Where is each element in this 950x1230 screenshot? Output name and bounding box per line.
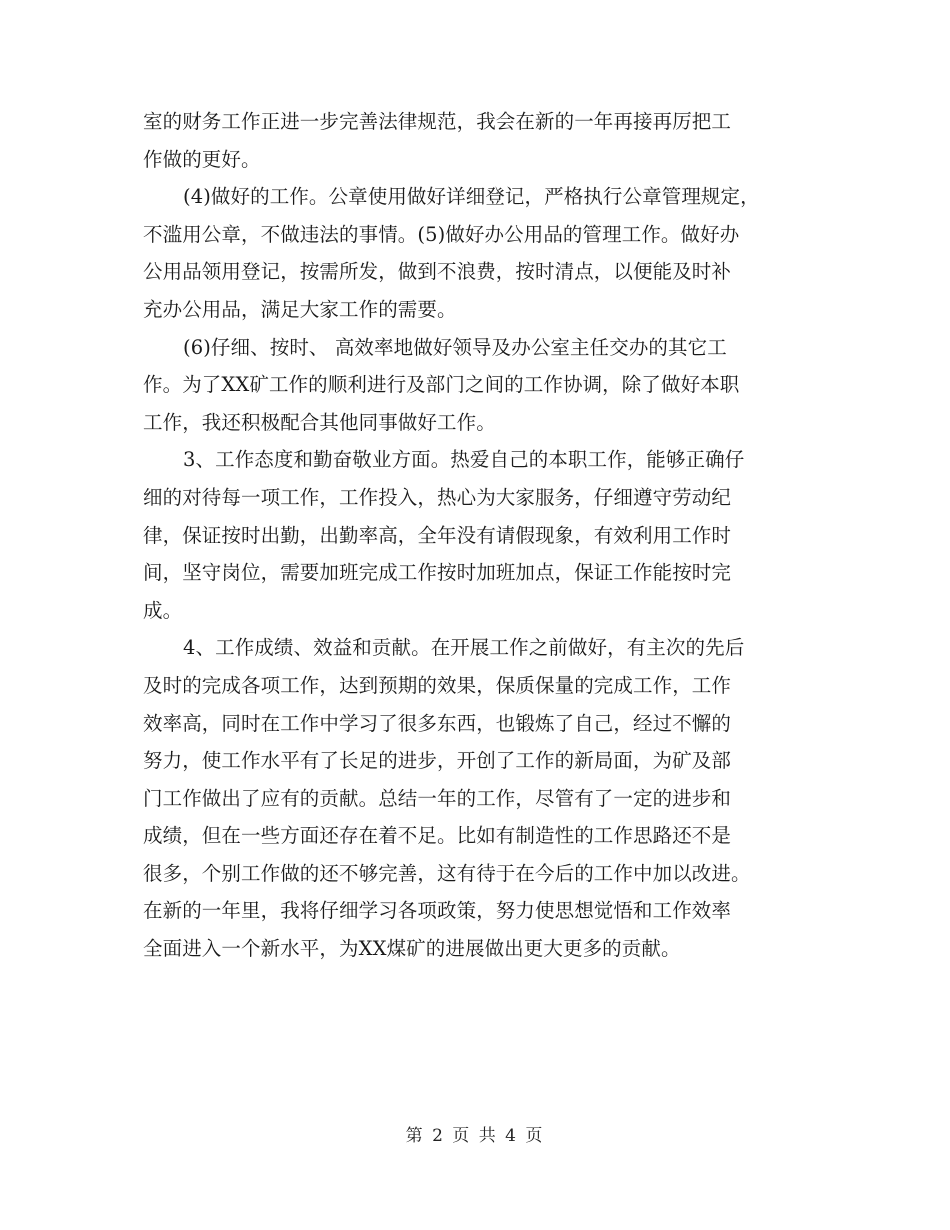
text-line: 成。 — [143, 598, 183, 622]
text-line: 门工作做出了应有的贡献。总结一年的工作，尽管有了一定的进步和 — [143, 786, 732, 810]
text-line: 4、工作成绩、效益和贡献。在开展工作之前做好，有主次的先后 — [183, 636, 745, 660]
text-line: 及时的完成各项工作，达到预期的效果，保质保量的完成工作，工作 — [143, 673, 732, 697]
body-text — [143, 103, 813, 968]
text-line: 室的财务工作正进一步完善法律规范，我会在新的一年再接再厉把工 — [143, 110, 732, 133]
text-line: 很多，个别工作做的还不够完善，这有待于在今后的工作中加以改进。 — [143, 861, 751, 885]
text-line: 公用品领用登记，按需所发，做到不浪费，按时清点，以便能及时补 — [143, 260, 732, 284]
text-line: 工作，我还积极配合其他同事做好工作。 — [143, 410, 496, 434]
text-line: (6)仔细、按时、 高效率地做好领导及办公室主任交办的其它工 — [183, 335, 727, 359]
text-line: 作。为了XX矿工作的顺利进行及部门之间的工作协调，除了做好本职 — [143, 373, 740, 397]
text-line: 成绩，但在一些方面还存在着不足。比如有制造性的工作思路还不是 — [143, 824, 732, 848]
text-line: 全面进入一个新水平，为XX煤矿的进展做出更大更多的贡献。 — [143, 937, 681, 961]
text-line: (4)做好的工作。公章使用做好详细登记，严格执行公章管理规定， — [183, 185, 760, 209]
text-line: 3、工作态度和勤奋敬业方面。热爱自己的本职工作，能够正确仔 — [183, 448, 745, 472]
text-line: 充办公用品，满足大家工作的需要。 — [143, 297, 457, 321]
text-line: 在新的一年里，我将仔细学习各项政策，努力使思想觉悟和工作效率 — [143, 899, 732, 923]
text-line: 效率高，同时在工作中学习了很多东西，也锻炼了自己，经过不懈的 — [143, 711, 732, 735]
text-line: 不滥用公章，不做违法的事情。(5)做好办公用品的管理工作。做好办 — [143, 222, 740, 246]
text-line: 细的对待每一项工作，工作投入，热心为大家服务，仔细遵守劳动纪 — [143, 485, 732, 509]
text-line: 努力，使工作水平有了长足的进步，开创了工作的新局面，为矿及部 — [143, 749, 732, 773]
page-number-footer: 第 2 页 共 4 页 — [405, 1126, 545, 1146]
text-line: 律，保证按时出勤，出勤率高，全年没有请假现象，有效利用工作时 — [143, 523, 732, 547]
text-line: 间，坚守岗位，需要加班完成工作按时加班加点，保证工作能按时完 — [143, 561, 732, 585]
text-line: 作做的更好。 — [143, 147, 261, 171]
